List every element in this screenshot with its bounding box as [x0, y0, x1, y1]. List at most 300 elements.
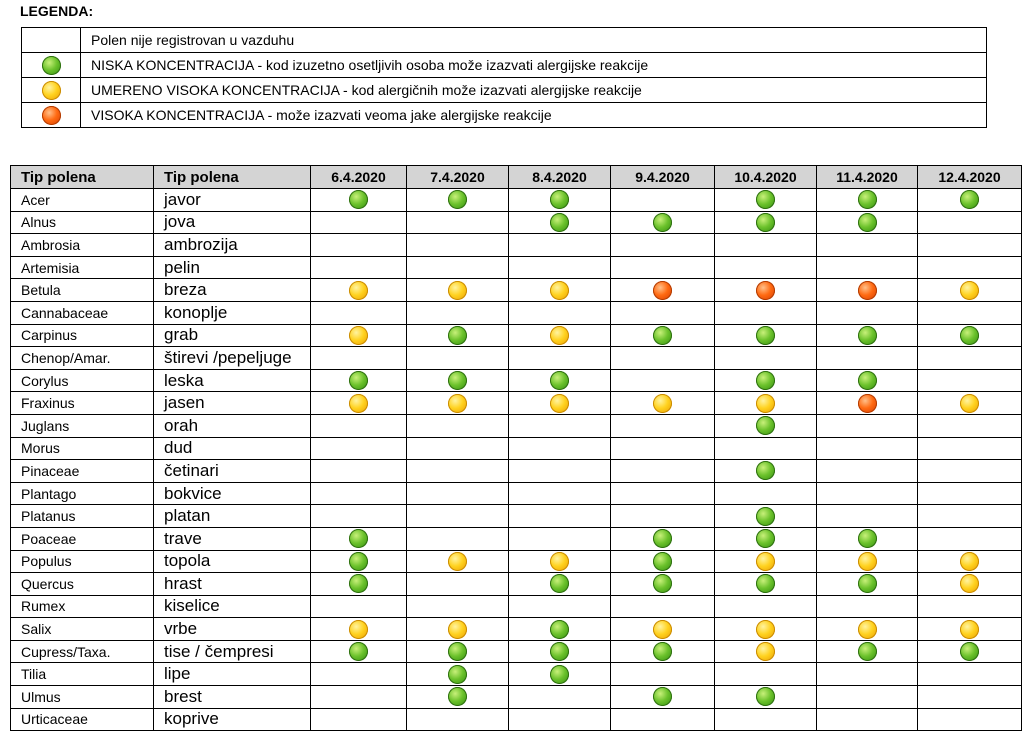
legend-text: Polen nije registrovan u vazduhu [81, 28, 987, 53]
table-row [11, 708, 1022, 731]
latin-name-cell: Juglans [11, 414, 154, 437]
yellow-dot-icon [349, 620, 368, 639]
concentration-cell [311, 234, 407, 257]
concentration-cell [918, 527, 1022, 550]
concentration-cell [817, 324, 918, 347]
concentration-cell [817, 347, 918, 370]
green-dot-icon [653, 574, 672, 593]
concentration-cell [407, 550, 509, 573]
table-row [11, 618, 1022, 641]
green-dot-icon [653, 529, 672, 548]
concentration-cell [611, 686, 715, 709]
concentration-cell [611, 708, 715, 731]
local-name-cell: konoplje [154, 301, 311, 324]
yellow-dot-icon [550, 326, 569, 345]
concentration-cell [311, 640, 407, 663]
concentration-cell [918, 392, 1022, 415]
concentration-cell [311, 708, 407, 731]
latin-name-cell: Cannabaceae [11, 301, 154, 324]
concentration-cell [407, 618, 509, 641]
concentration-cell [611, 640, 715, 663]
local-name-cell: topola [154, 550, 311, 573]
concentration-cell [817, 256, 918, 279]
yellow-dot-icon [349, 281, 368, 300]
concentration-cell [407, 640, 509, 663]
concentration-cell [918, 460, 1022, 483]
yellow-dot-icon [550, 394, 569, 413]
latin-name-cell: Artemisia [11, 256, 154, 279]
concentration-cell [407, 573, 509, 596]
yellow-dot-icon [756, 642, 775, 661]
concentration-cell [918, 369, 1022, 392]
yellow-dot-icon [448, 620, 467, 639]
latin-name-cell: Rumex [11, 595, 154, 618]
concentration-cell [918, 414, 1022, 437]
header-date: 8.4.2020 [509, 166, 611, 189]
concentration-cell [715, 437, 817, 460]
latin-name-cell: Carpinus [11, 324, 154, 347]
concentration-cell [509, 211, 611, 234]
concentration-cell [611, 301, 715, 324]
concentration-cell [509, 527, 611, 550]
yellow-dot-icon [653, 620, 672, 639]
concentration-cell [918, 301, 1022, 324]
local-name-cell: bokvice [154, 482, 311, 505]
concentration-cell [611, 414, 715, 437]
concentration-cell [715, 414, 817, 437]
concentration-cell [715, 527, 817, 550]
concentration-cell [611, 211, 715, 234]
concentration-cell [715, 595, 817, 618]
green-dot-icon [550, 620, 569, 639]
concentration-cell [407, 460, 509, 483]
concentration-cell [509, 573, 611, 596]
concentration-cell [611, 663, 715, 686]
concentration-cell [817, 414, 918, 437]
header-date: 7.4.2020 [407, 166, 509, 189]
latin-name-cell: Ambrosia [11, 234, 154, 257]
concentration-cell [407, 708, 509, 731]
concentration-cell [715, 279, 817, 302]
latin-name-cell: Morus [11, 437, 154, 460]
table-row [11, 392, 1022, 415]
concentration-cell [715, 686, 817, 709]
header-date: 11.4.2020 [817, 166, 918, 189]
latin-name-cell: Tilia [11, 663, 154, 686]
latin-name-cell: Cupress/Taxa. [11, 640, 154, 663]
latin-name-cell: Fraxinus [11, 392, 154, 415]
table-row [11, 505, 1022, 528]
concentration-cell [817, 369, 918, 392]
concentration-cell [715, 211, 817, 234]
concentration-cell [311, 189, 407, 212]
concentration-cell [509, 256, 611, 279]
green-dot-icon [42, 56, 61, 75]
concentration-cell [918, 482, 1022, 505]
concentration-cell [407, 414, 509, 437]
green-dot-icon [653, 687, 672, 706]
table-row [11, 686, 1022, 709]
green-dot-icon [756, 326, 775, 345]
concentration-cell [311, 279, 407, 302]
concentration-cell [715, 234, 817, 257]
header-row [11, 166, 1022, 189]
concentration-cell [407, 686, 509, 709]
concentration-cell [611, 369, 715, 392]
latin-name-cell: Poaceae [11, 527, 154, 550]
green-dot-icon [550, 371, 569, 390]
green-dot-icon [960, 190, 979, 209]
concentration-cell [715, 482, 817, 505]
concentration-cell [407, 527, 509, 550]
latin-name-cell: Urticaceae [11, 708, 154, 731]
concentration-cell [509, 279, 611, 302]
concentration-cell [817, 189, 918, 212]
concentration-cell [918, 234, 1022, 257]
local-name-cell: jova [154, 211, 311, 234]
concentration-cell [407, 189, 509, 212]
header-date: 9.4.2020 [611, 166, 715, 189]
green-dot-icon [653, 642, 672, 661]
concentration-cell [611, 189, 715, 212]
concentration-cell [715, 347, 817, 370]
green-dot-icon [756, 529, 775, 548]
concentration-cell [715, 324, 817, 347]
concentration-cell [407, 595, 509, 618]
concentration-cell [509, 550, 611, 573]
local-name-cell: tise / čempresi [154, 640, 311, 663]
concentration-cell [817, 392, 918, 415]
local-name-cell: brest [154, 686, 311, 709]
table-row [11, 663, 1022, 686]
concentration-cell [715, 573, 817, 596]
concentration-cell [407, 392, 509, 415]
green-dot-icon [858, 529, 877, 548]
local-name-cell: ambrozija [154, 234, 311, 257]
table-row [11, 324, 1022, 347]
concentration-cell [407, 482, 509, 505]
green-dot-icon [756, 461, 775, 480]
concentration-cell [407, 279, 509, 302]
concentration-cell [817, 527, 918, 550]
concentration-cell [817, 663, 918, 686]
concentration-cell [509, 347, 611, 370]
concentration-cell [715, 369, 817, 392]
local-name-cell: pelin [154, 256, 311, 279]
table-row [11, 550, 1022, 573]
green-dot-icon [858, 213, 877, 232]
green-dot-icon [550, 574, 569, 593]
concentration-cell [715, 301, 817, 324]
green-dot-icon [448, 642, 467, 661]
latin-name-cell: Chenop/Amar. [11, 347, 154, 370]
table-row [11, 640, 1022, 663]
concentration-cell [407, 256, 509, 279]
concentration-cell [715, 189, 817, 212]
green-dot-icon [756, 574, 775, 593]
concentration-cell [611, 460, 715, 483]
concentration-cell [611, 482, 715, 505]
legend-text: UMERENO VISOKA KONCENTRACIJA - kod alergičnih može izazvati alergijske reakcije [81, 78, 987, 103]
concentration-cell [509, 189, 611, 212]
concentration-cell [311, 392, 407, 415]
yellow-dot-icon [756, 552, 775, 571]
green-dot-icon [550, 190, 569, 209]
concentration-cell [407, 211, 509, 234]
concentration-cell [509, 414, 611, 437]
local-name-cell: platan [154, 505, 311, 528]
green-dot-icon [756, 507, 775, 526]
green-dot-icon [448, 190, 467, 209]
yellow-dot-icon [42, 81, 61, 100]
concentration-cell [509, 640, 611, 663]
latin-name-cell: Pinaceae [11, 460, 154, 483]
concentration-cell [715, 618, 817, 641]
latin-name-cell: Salix [11, 618, 154, 641]
green-dot-icon [349, 529, 368, 548]
concentration-cell [407, 234, 509, 257]
concentration-cell [715, 460, 817, 483]
concentration-cell [311, 482, 407, 505]
concentration-cell [407, 301, 509, 324]
concentration-cell [817, 618, 918, 641]
concentration-cell [509, 369, 611, 392]
local-name-cell: trave [154, 527, 311, 550]
legend-title: LEGENDA: [20, 3, 94, 19]
concentration-cell [611, 437, 715, 460]
green-dot-icon [349, 371, 368, 390]
table-row [11, 234, 1022, 257]
concentration-cell [611, 256, 715, 279]
concentration-cell [918, 324, 1022, 347]
local-name-cell: grab [154, 324, 311, 347]
concentration-cell [311, 324, 407, 347]
green-dot-icon [960, 642, 979, 661]
concentration-cell [407, 663, 509, 686]
concentration-cell [918, 211, 1022, 234]
table-row [11, 347, 1022, 370]
concentration-cell [311, 505, 407, 528]
concentration-cell [611, 505, 715, 528]
concentration-cell [918, 189, 1022, 212]
concentration-cell [918, 347, 1022, 370]
concentration-cell [817, 708, 918, 731]
green-dot-icon [550, 665, 569, 684]
yellow-dot-icon [756, 620, 775, 639]
yellow-dot-icon [550, 552, 569, 571]
yellow-dot-icon [653, 394, 672, 413]
table-row [11, 301, 1022, 324]
green-dot-icon [653, 552, 672, 571]
latin-name-cell: Alnus [11, 211, 154, 234]
table-row [11, 460, 1022, 483]
header-date: 6.4.2020 [311, 166, 407, 189]
concentration-cell [715, 663, 817, 686]
concentration-cell [918, 708, 1022, 731]
header-latin: Tip polena [11, 166, 154, 189]
local-name-cell: breza [154, 279, 311, 302]
concentration-cell [509, 301, 611, 324]
table-row [11, 279, 1022, 302]
latin-name-cell: Betula [11, 279, 154, 302]
latin-name-cell: Platanus [11, 505, 154, 528]
table-row [11, 414, 1022, 437]
yellow-dot-icon [550, 281, 569, 300]
concentration-cell [611, 392, 715, 415]
legend-row-low [22, 53, 987, 78]
concentration-cell [817, 595, 918, 618]
concentration-cell [715, 708, 817, 731]
concentration-cell [509, 595, 611, 618]
concentration-cell [509, 234, 611, 257]
table-row [11, 595, 1022, 618]
table-row [11, 437, 1022, 460]
green-dot-icon [349, 642, 368, 661]
legend-row-moderate [22, 78, 987, 103]
concentration-cell [407, 437, 509, 460]
table-row [11, 211, 1022, 234]
latin-name-cell: Populus [11, 550, 154, 573]
concentration-cell [509, 708, 611, 731]
concentration-cell [311, 437, 407, 460]
green-dot-icon [448, 326, 467, 345]
concentration-cell [918, 550, 1022, 573]
concentration-cell [407, 324, 509, 347]
header-date: 12.4.2020 [918, 166, 1022, 189]
local-name-cell: hrast [154, 573, 311, 596]
local-name-cell: leska [154, 369, 311, 392]
green-dot-icon [349, 552, 368, 571]
concentration-cell [817, 211, 918, 234]
concentration-cell [509, 460, 611, 483]
concentration-cell [611, 324, 715, 347]
concentration-cell [611, 347, 715, 370]
concentration-cell [611, 279, 715, 302]
legend-text: NISKA KONCENTRACIJA - kod izuzetno osetljivih osoba može izazvati alergijske reakcije [81, 53, 987, 78]
concentration-cell [611, 618, 715, 641]
concentration-cell [817, 573, 918, 596]
green-dot-icon [858, 371, 877, 390]
concentration-cell [817, 460, 918, 483]
concentration-cell [509, 663, 611, 686]
green-dot-icon [349, 574, 368, 593]
green-dot-icon [448, 687, 467, 706]
concentration-cell [918, 640, 1022, 663]
concentration-cell [611, 527, 715, 550]
concentration-cell [509, 686, 611, 709]
concentration-cell [715, 392, 817, 415]
concentration-cell [918, 686, 1022, 709]
concentration-cell [311, 573, 407, 596]
concentration-cell [611, 573, 715, 596]
concentration-cell [817, 279, 918, 302]
green-dot-icon [653, 326, 672, 345]
green-dot-icon [550, 642, 569, 661]
concentration-cell [311, 369, 407, 392]
yellow-dot-icon [756, 394, 775, 413]
green-dot-icon [858, 642, 877, 661]
concentration-cell [817, 482, 918, 505]
concentration-cell [311, 301, 407, 324]
concentration-cell [611, 595, 715, 618]
yellow-dot-icon [960, 620, 979, 639]
table-row [11, 369, 1022, 392]
concentration-cell [918, 505, 1022, 528]
concentration-cell [817, 686, 918, 709]
concentration-cell [407, 505, 509, 528]
green-dot-icon [858, 190, 877, 209]
concentration-cell [918, 437, 1022, 460]
concentration-cell [311, 686, 407, 709]
local-name-cell: koprive [154, 708, 311, 731]
concentration-cell [817, 437, 918, 460]
green-dot-icon [960, 326, 979, 345]
concentration-cell [509, 618, 611, 641]
legend-text: VISOKA KONCENTRACIJA - može izazvati veoma jake alergijske reakcije [81, 103, 987, 128]
latin-name-cell: Plantago [11, 482, 154, 505]
concentration-cell [509, 392, 611, 415]
green-dot-icon [858, 326, 877, 345]
local-name-cell: dud [154, 437, 311, 460]
header-local: Tip polena [154, 166, 311, 189]
latin-name-cell: Acer [11, 189, 154, 212]
concentration-cell [311, 414, 407, 437]
latin-name-cell: Quercus [11, 573, 154, 596]
concentration-cell [715, 640, 817, 663]
local-name-cell: jasen [154, 392, 311, 415]
yellow-dot-icon [858, 552, 877, 571]
concentration-cell [817, 505, 918, 528]
concentration-cell [311, 347, 407, 370]
concentration-cell [918, 663, 1022, 686]
concentration-cell [311, 527, 407, 550]
green-dot-icon [448, 371, 467, 390]
concentration-cell [611, 234, 715, 257]
concentration-cell [407, 347, 509, 370]
table-row [11, 573, 1022, 596]
yellow-dot-icon [448, 552, 467, 571]
concentration-cell [918, 279, 1022, 302]
legend-swatch-empty [22, 28, 81, 53]
green-dot-icon [349, 190, 368, 209]
pollen-table-body [11, 189, 1022, 731]
concentration-cell [509, 505, 611, 528]
local-name-cell: kiselice [154, 595, 311, 618]
yellow-dot-icon [960, 574, 979, 593]
concentration-cell [715, 505, 817, 528]
green-dot-icon [653, 213, 672, 232]
local-name-cell: lipe [154, 663, 311, 686]
header-date: 10.4.2020 [715, 166, 817, 189]
concentration-cell [817, 550, 918, 573]
concentration-cell [311, 595, 407, 618]
table-row [11, 482, 1022, 505]
concentration-cell [509, 482, 611, 505]
green-dot-icon [756, 416, 775, 435]
yellow-dot-icon [960, 394, 979, 413]
concentration-cell [509, 324, 611, 347]
concentration-cell [311, 460, 407, 483]
orange-dot-icon [653, 281, 672, 300]
local-name-cell: štirevi /pepeljuge [154, 347, 311, 370]
concentration-cell [311, 663, 407, 686]
orange-dot-icon [756, 281, 775, 300]
orange-dot-icon [858, 281, 877, 300]
table-row [11, 527, 1022, 550]
concentration-cell [715, 550, 817, 573]
local-name-cell: četinari [154, 460, 311, 483]
concentration-cell [918, 618, 1022, 641]
